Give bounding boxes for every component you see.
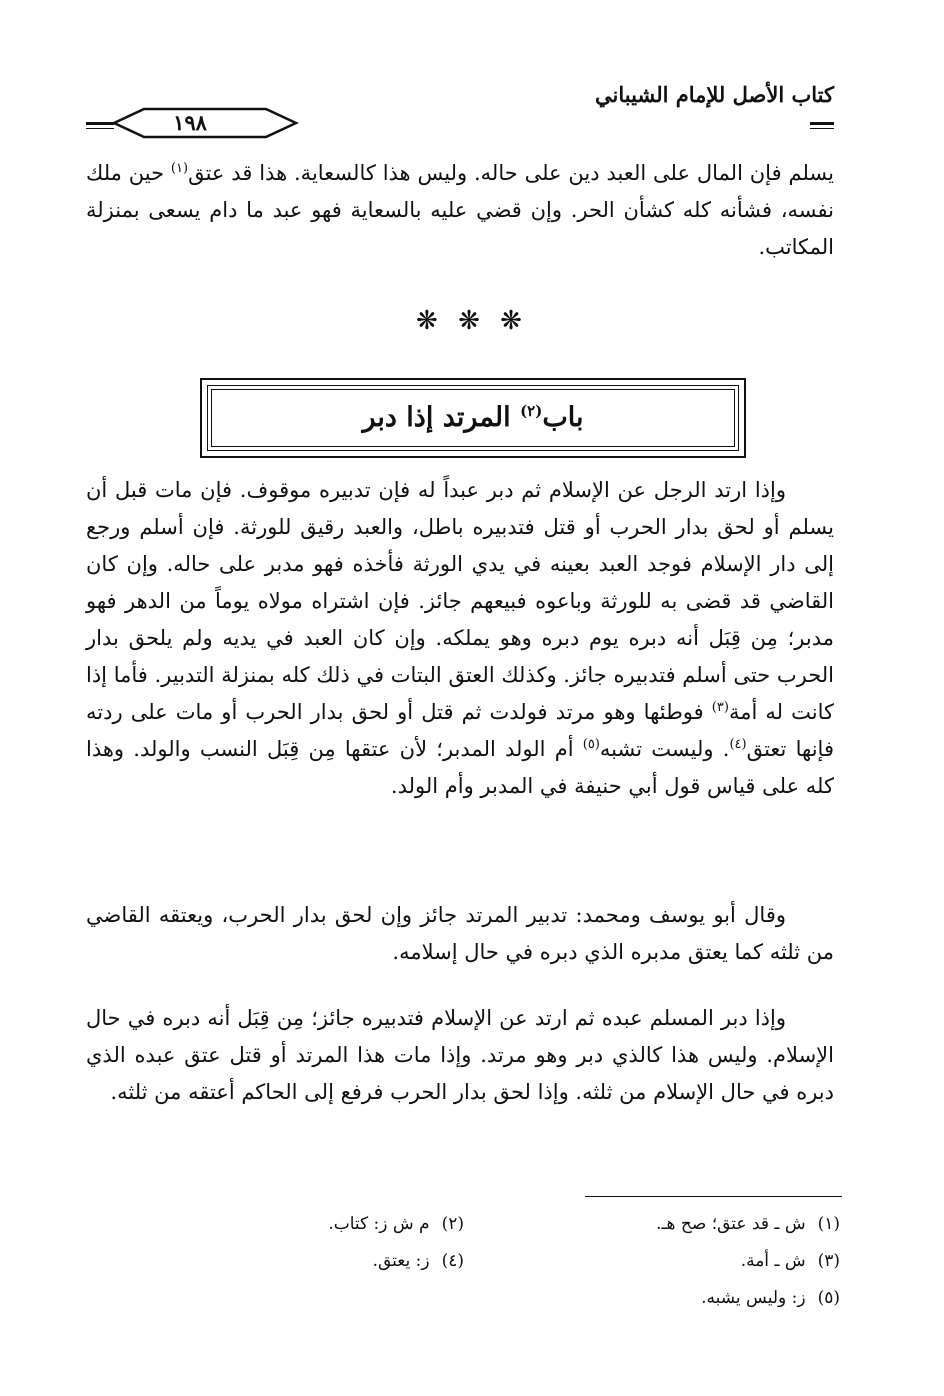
footnote-text: ش ـ أمة.: [740, 1251, 806, 1271]
chapter-heading: [202, 380, 744, 456]
footnote: [373, 1249, 464, 1273]
footnote-ref[interactable]: (٥): [582, 737, 600, 752]
page-number: ١٩٨: [173, 110, 207, 135]
chapter-heading-text: المرتد إذا دبر: [362, 402, 521, 433]
footnote: [701, 1286, 840, 1310]
chapter-heading-box: [200, 378, 746, 458]
footnote-number: (٥): [817, 1288, 840, 1308]
paragraph-continuation: [86, 155, 834, 266]
footnote-ref[interactable]: (٣): [711, 700, 729, 715]
footnote-text: م ش ز: كتاب.: [328, 1214, 430, 1234]
footnote-ref[interactable]: (٢): [520, 402, 543, 420]
running-title: كتاب الأصل للإمام الشيباني: [595, 82, 834, 107]
footnote-text: ز: يعتق.: [372, 1251, 430, 1271]
footnote-number: (٤): [441, 1251, 464, 1271]
footnote: [741, 1249, 840, 1273]
footnote-rule: [585, 1196, 842, 1197]
footnote-number: (٢): [441, 1214, 464, 1234]
paragraph-text: حين ملك نفسه، فشأنه كله كشأن الحر. وإن قضي عليه بالسعاية فهو عبد ما دام يسعى بمنزلة المكاتب.: [86, 161, 834, 259]
chapter-heading-text: باب: [542, 402, 584, 433]
paragraph: [86, 472, 834, 805]
header-rule: [810, 122, 834, 129]
paragraph: [86, 1000, 834, 1111]
footnote-number: (٣): [817, 1251, 840, 1271]
footnote: [656, 1212, 840, 1236]
footnote-text: ش ـ قد عتق؛ صح هـ.: [656, 1214, 806, 1234]
paragraph-text: فوطئها وهو مرتد فولدت ثم قتل أو لحق بدار الحرب أو مات على ردته فإنها تعتق: [86, 700, 834, 761]
paragraph: [86, 897, 834, 971]
footnote-ref[interactable]: (١): [170, 161, 189, 176]
paragraph-text: وإذا دبر المسلم عبده ثم ارتد عن الإسلام فتدبيره جائز؛ مِن قِبَل أنه دبره في حال الإسلام. وليس هذا كالذي دبر وهو مرتد. وإذا مات هذا المرتد أو قتل عتق عبده الذي دبره في حال الإسلام من ثلثه. وإذا لحق بدار الحرب فرفع إلى الحاكم أعتقه من ثلثه.: [86, 1006, 834, 1104]
footnote-ref[interactable]: (٤): [729, 737, 747, 752]
paragraph-text: يسلم فإن المال على العبد دين على حاله. وليس هذا كالسعاية. هذا قد عتق: [188, 161, 834, 185]
paragraph-text: وإذا ارتد الرجل عن الإسلام ثم دبر عبداً له فإن تدبيره موقوف. فإن مات قبل أن يسلم أو لحق بدار الحرب أو قتل فتدبيره باطل، والعبد رقيق للورثة. فإن أسلم ورجع إلى دار الإسلام فوجد العبد بعينه في يدي الورثة فأخذه فهو مدبر على حاله. وإن كان القاضي قد قضى به للورثة وباعوه فبيعهم جائز. فإن اشتراه مولاه يوماً من الدهر فهو مدبر؛ مِن قِبَل أنه دبره يوم دبره وهو يملكه. وإن كان العبد في يديه ولم يلحق بدار الحرب حتى أسلم فتدبيره جائز. وكذلك العتق البتات في ذلك كله بمنزلة التدبير. فأما إذا كانت له أمة: [86, 478, 834, 724]
paragraph-text: . وليست تشبه: [599, 737, 730, 761]
page-number-frame: [110, 106, 810, 140]
paragraph-text: أم الولد المدبر؛ لأن عتقها مِن قِبَل النسب والولد. وهذا كله على قياس قول أبي حنيفة في المدبر وأم الولد.: [86, 737, 834, 798]
paragraph-text: وقال أبو يوسف ومحمد: تدبير المرتد جائز وإن لحق بدار الحرب، ويعتقه القاضي من ثلثه كما يعتق مدبره الذي دبره في حال إسلامه.: [86, 903, 834, 964]
footnote-number: (١): [817, 1214, 840, 1234]
footnote: [328, 1212, 464, 1236]
footnote-text: ز: وليس يشبه.: [701, 1288, 806, 1308]
section-ornament: ❋ ❋ ❋: [416, 306, 528, 336]
